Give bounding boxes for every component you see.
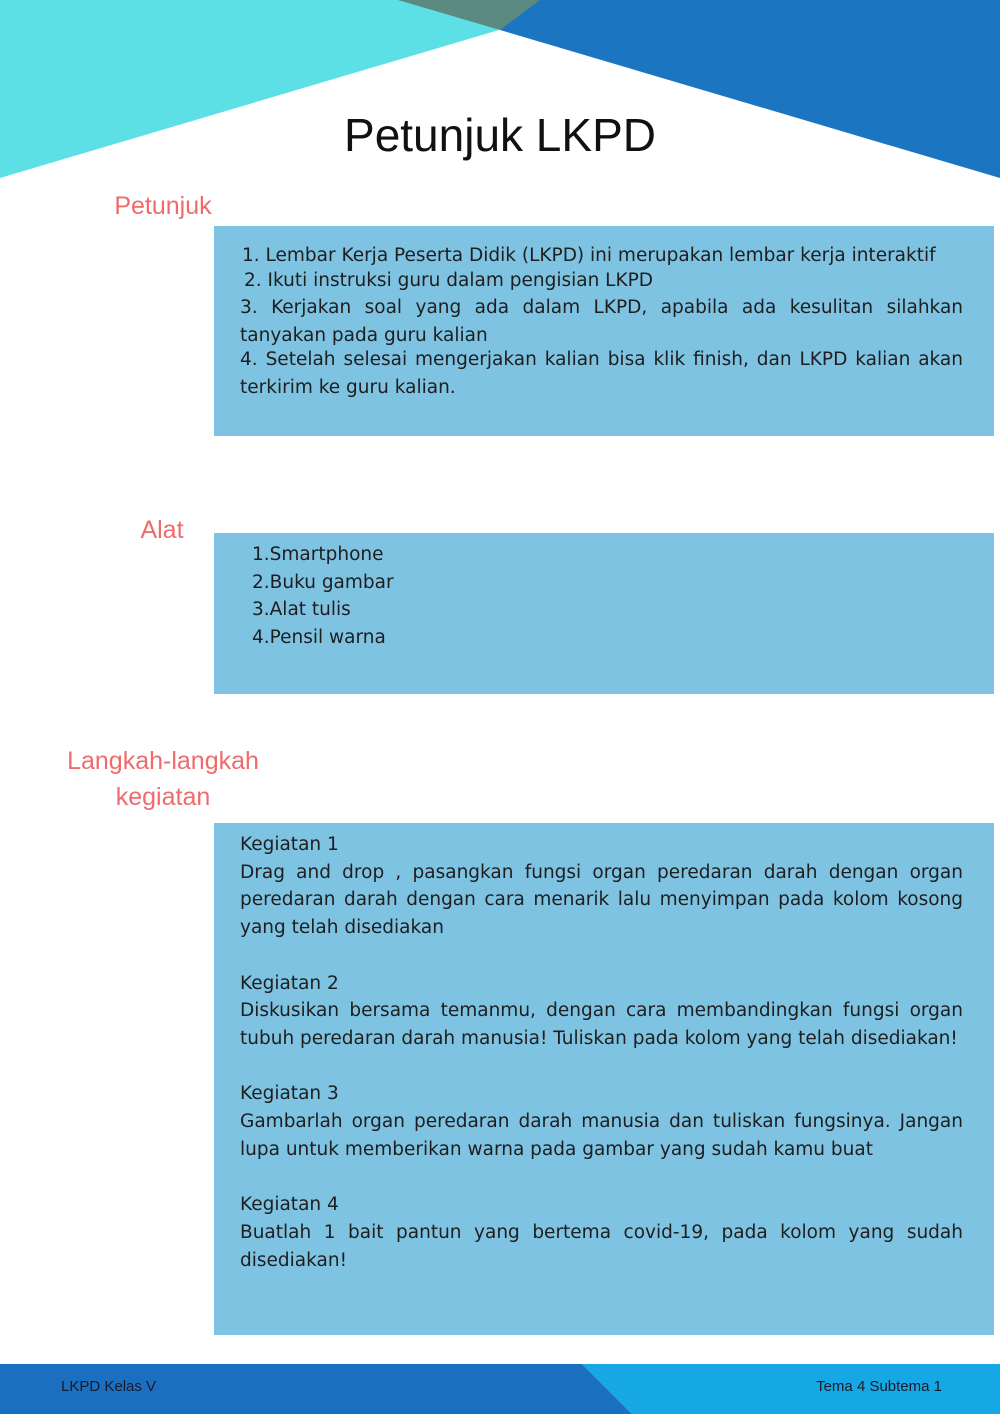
activity-text: Buatlah 1 bait pantun yang bertema covid-19, pada kolom yang sudah disediakan! xyxy=(240,1221,963,1271)
alat-item: 4.Pensil warna xyxy=(252,627,386,649)
activity-text: Diskusikan bersama temanmu, dengan cara membandingkan fungsi organ tubuh peredaran darah manusia! Tuliskan pada kolom yang telah disediakan! xyxy=(240,1000,963,1049)
alat-item: 2.Buku gambar xyxy=(252,571,394,593)
alat-item: 3.Alat tulis xyxy=(252,599,351,621)
section-label-langkah xyxy=(60,743,266,815)
footer-right-text: Tema 4 Subtema 1 xyxy=(816,1378,942,1395)
petunjuk-item-3: 3. Kerjakan soal yang ada dalam LKPD, apabila ada kesulitan silahkan tanyakan pada guru kalian xyxy=(240,297,963,347)
activity-2 xyxy=(240,970,963,1053)
activity-title: Kegiatan 2 xyxy=(240,972,339,994)
langkah-box xyxy=(214,823,994,1335)
section-label-langkah-line2: kegiatan xyxy=(115,783,211,811)
petunjuk-item-2: 2. Ikuti instruksi guru dalam pengisian LKPD xyxy=(244,269,654,291)
alat-list xyxy=(252,541,964,652)
section-label-langkah-line1: Langkah-langkah xyxy=(67,747,259,775)
petunjuk-item-4: 4. Setelah selesai mengerjakan kalian bisa klik finish, dan LKPD kalian akan terkirim ke guru kalian. xyxy=(240,348,963,398)
activity-title: Kegiatan 1 xyxy=(240,834,339,855)
footer-left-text: LKPD Kelas V xyxy=(61,1378,157,1395)
activity-text: Gambarlah organ peredaran darah manusia dan tuliskan fungsinya. Jangan lupa untuk memberikan warna pada gambar yang sudah kamu buat xyxy=(240,1111,963,1160)
activity-3 xyxy=(240,1080,963,1163)
section-label-alat: Alat xyxy=(140,516,184,544)
activity-text: Drag and drop , pasangkan fungsi organ peredaran darah dengan organ peredaran darah dengan cara menarik lalu menyimpan pada kolom kosong yang telah disediakan xyxy=(240,861,963,939)
alat-item: 1.Smartphone xyxy=(252,544,384,565)
alat-box xyxy=(214,533,994,694)
page-title: Petunjuk LKPD xyxy=(344,109,656,161)
petunjuk-box xyxy=(214,226,994,436)
activity-title: Kegiatan 3 xyxy=(240,1083,339,1105)
activity-title: Kegiatan 4 xyxy=(240,1194,339,1216)
section-label-petunjuk: Petunjuk xyxy=(114,192,212,220)
activity-4 xyxy=(240,1191,963,1274)
activity-1 xyxy=(240,831,963,942)
petunjuk-item-1: 1. Lembar Kerja Peserta Didik (LKPD) ini merupakan lembar kerja interaktif xyxy=(242,245,936,266)
